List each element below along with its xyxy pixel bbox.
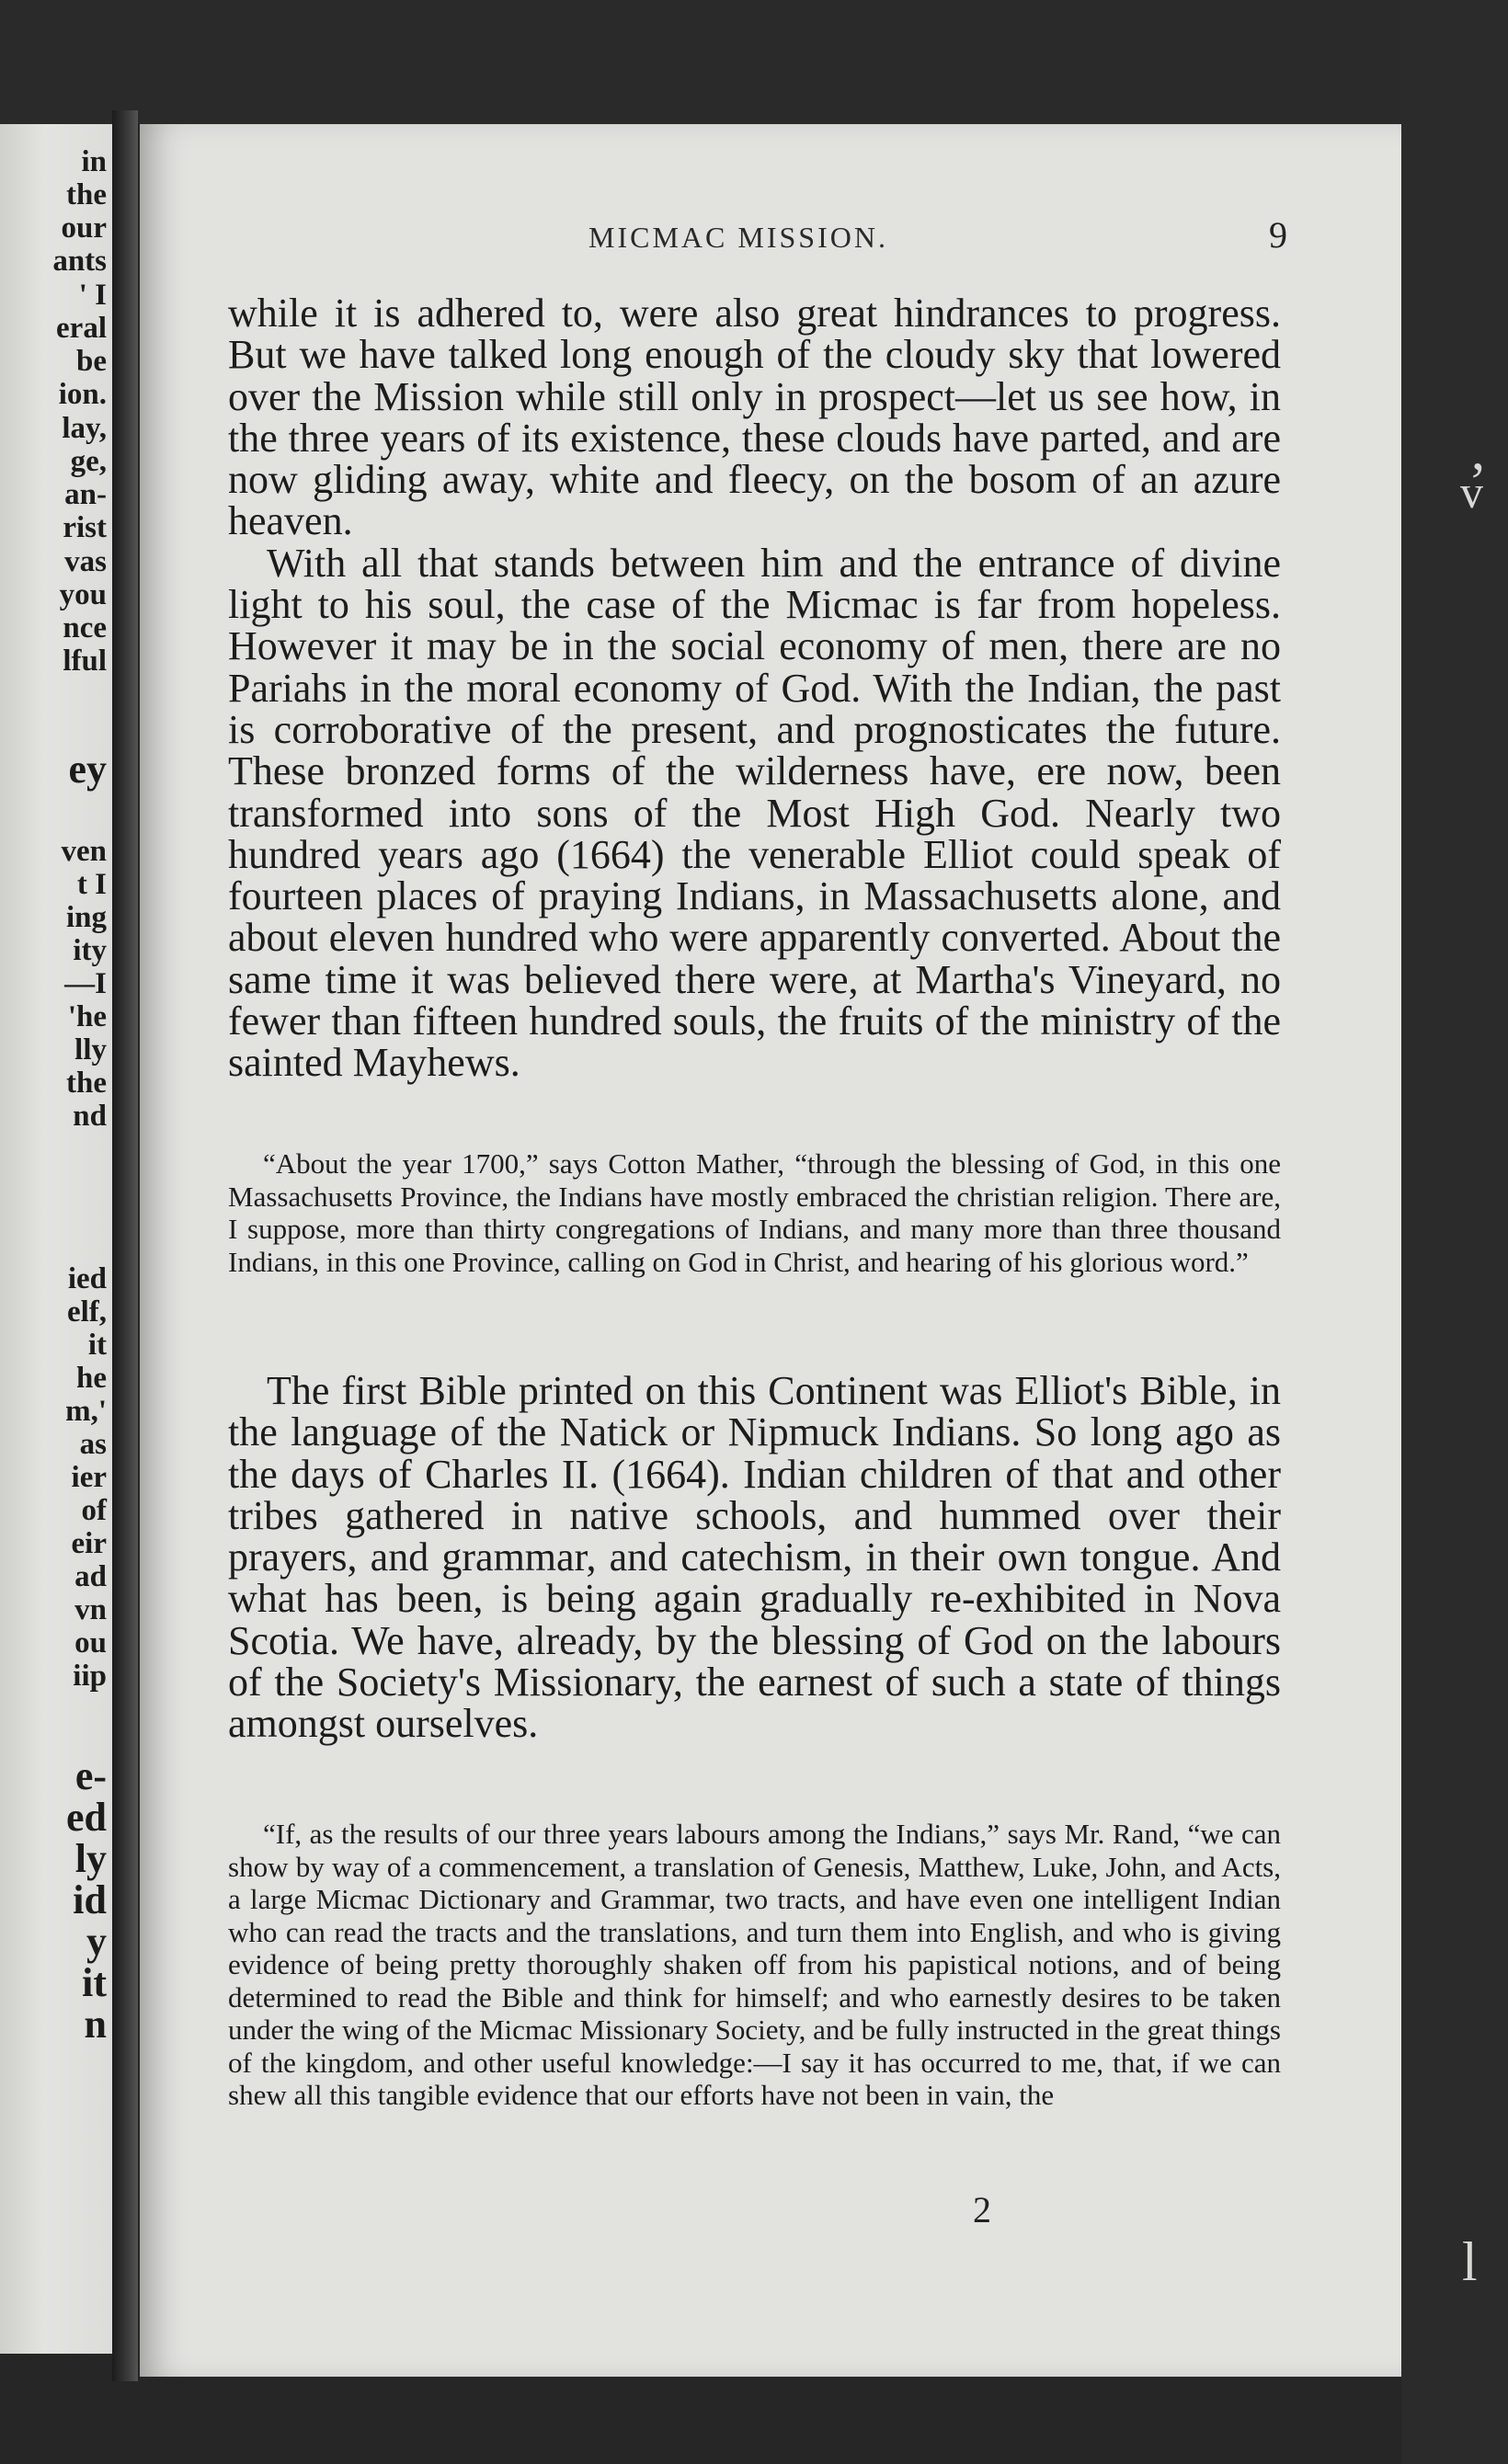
- previous-page-fragment: ' I: [78, 279, 107, 312]
- previous-page-fragment: the: [66, 1067, 107, 1100]
- quotation-mr-rand: [228, 1818, 1281, 2112]
- extract-2-text: “If, as the results of our three years labours among the Indians,” says Mr. Rand, “we can show by way of a commencement, a translation of Genesis, Matthew, Luke, John, and Acts, a large Micmac Dictionary and Grammar, two tracts, and have even one intelligent Indian who can read the tracts and the translations, and turn them into English, and who is giving evidence of being pretty thoroughly shaken off from his papistical notions, and of being determined to read the Bible and think for himself; and who earnestly desires to be taken under the wing of the Micmac Missionary Society, and be fully instructed in the great things of the kingdom, and other useful knowledge:—I say it has occurred to me, that, if we can shew all this tangible evidence that our efforts have not been in vain, the: [228, 1818, 1281, 2111]
- main-text-block: [228, 292, 1281, 1084]
- signature-mark: 2: [973, 2189, 991, 2230]
- previous-page-fragment: you: [59, 578, 107, 611]
- previous-page-fragment: ants: [52, 245, 107, 278]
- previous-page-fragment: he: [76, 1362, 107, 1395]
- previous-page-fragment: in: [81, 145, 107, 178]
- previous-page-fragment: iip: [73, 1660, 107, 1693]
- previous-page-fragment: ad: [74, 1560, 107, 1593]
- previous-page-fragment: be: [76, 345, 107, 378]
- margin-scratch-mark: l: [1462, 2231, 1478, 2292]
- previous-page-fragment: of: [81, 1494, 107, 1527]
- previous-page-fragment: it: [82, 1960, 107, 2005]
- previous-page-fragment: ou: [74, 1626, 107, 1660]
- scan-background-bottom: [0, 2377, 1508, 2464]
- scan-background-right: [1401, 0, 1508, 2464]
- main-text-block-2: [228, 1370, 1281, 1745]
- previous-page-fragment: ey: [68, 747, 107, 792]
- running-head: MICMAC MISSION.: [588, 221, 888, 254]
- previous-page-fragment: ied: [67, 1262, 107, 1295]
- previous-page-fragment: lful: [63, 645, 107, 678]
- previous-page-fragment: ven: [61, 835, 107, 868]
- extract-1-text: “About the year 1700,” says Cotton Mather, “through the blessing of God, in this one Massachusetts Province, the Indians have mostly embraced the christian religion. There are, I suppose, more than thirty congregations of Indians, and many more than three thousand Indians, in this one Province, calling on God in Christ, and hearing of his glorious word.”: [228, 1147, 1281, 1278]
- previous-page-fragment: t I: [76, 868, 107, 901]
- previous-page-fragment: m,': [65, 1395, 107, 1428]
- previous-page-fragment: n: [84, 2002, 107, 2047]
- previous-page-fragment: it: [87, 1329, 107, 1362]
- paragraph-3: The first Bible printed on this Continent was Elliot's Bible, in the language of the Natick or Nipmuck Indians. So long ago as the days of Charles II. (1664). Indian children of that and other tribes gathered in native schools, and hummed over their prayers, and grammar, and catechism, in their own tongue. And what has been, is being again gradually re-exhibited in Nova Scotia. We have, already, by the blessing of God on the labours of the Society's Missionary, the earnest of such a state of things amongst ourselves.: [228, 1368, 1281, 1747]
- previous-page-fragment: the: [66, 178, 107, 211]
- previous-page-fragment: an-: [64, 478, 107, 511]
- previous-page-fragment: lly: [74, 1033, 107, 1067]
- previous-page-fragment: ge,: [70, 445, 107, 478]
- previous-page-fragment: elf,: [66, 1295, 107, 1329]
- paragraph-1: while it is adhered to, were also great hindrances to progress. But we have talked long enough of the cloudy sky that lowered over the Mission while still only in prospect—let us see how, in the three years of its existence, these clouds have parted, and are now gliding away, white and fleecy, on the bosom of an azure heaven.: [228, 291, 1281, 544]
- previous-page-fragment: ion.: [58, 378, 107, 411]
- previous-page-fragment: —I: [64, 967, 107, 1000]
- quotation-cotton-mather: [228, 1147, 1281, 1278]
- margin-scratch-mark: ,: [1471, 420, 1485, 481]
- scan-background-top: [0, 0, 1508, 124]
- previous-page-edge: [0, 124, 112, 2354]
- previous-page-fragment: y: [86, 1919, 107, 1964]
- previous-page-fragment: ier: [71, 1461, 107, 1494]
- page-number: 9: [1269, 214, 1287, 256]
- book-gutter: [112, 110, 138, 2381]
- previous-page-fragment: our: [61, 211, 107, 245]
- margin-scratch-mark: v: [1460, 466, 1483, 518]
- previous-page-fragment: lay,: [62, 412, 107, 445]
- previous-page-fragment: ing: [65, 901, 107, 934]
- previous-page-fragment: nce: [63, 611, 107, 645]
- previous-page-fragment: id: [73, 1877, 107, 1922]
- previous-page-fragment: ly: [74, 1836, 107, 1881]
- previous-page-fragment: vn: [74, 1593, 107, 1626]
- previous-page-fragment: rist: [63, 511, 107, 544]
- previous-page-fragment: nd: [73, 1100, 107, 1133]
- previous-page-fragment: eir: [71, 1527, 107, 1560]
- previous-page-fragment: vas: [64, 545, 107, 578]
- paragraph-2: With all that stands between him and the entrance of divine light to his soul, the case of the Micmac is far from hopeless. However it may be in the social economy of men, there are no Pariahs in the moral economy of God. With the Indian, the past is corroborative of the present, and prognosticates the future. These bronzed forms of the wilderness have, ere now, been transformed into sons of the Most High God. Nearly two hundred years ago (1664) the venerable Elliot could speak of fourteen places of praying Indians, in Massachusetts alone, and about eleven hundred who were apparently converted. About the same time it was believed there were, at Martha's Vineyard, no fewer than fifteen hundred souls, the fruits of the ministry of the sainted Mayhews.: [228, 540, 1281, 1086]
- previous-page-fragment: 'he: [67, 1000, 107, 1033]
- previous-page-fragment: as: [79, 1428, 107, 1461]
- previous-page-fragment: ity: [73, 934, 107, 967]
- previous-page-fragment: e-: [74, 1753, 107, 1798]
- previous-page-fragment: ed: [66, 1795, 107, 1840]
- previous-page-fragment: eral: [56, 312, 107, 345]
